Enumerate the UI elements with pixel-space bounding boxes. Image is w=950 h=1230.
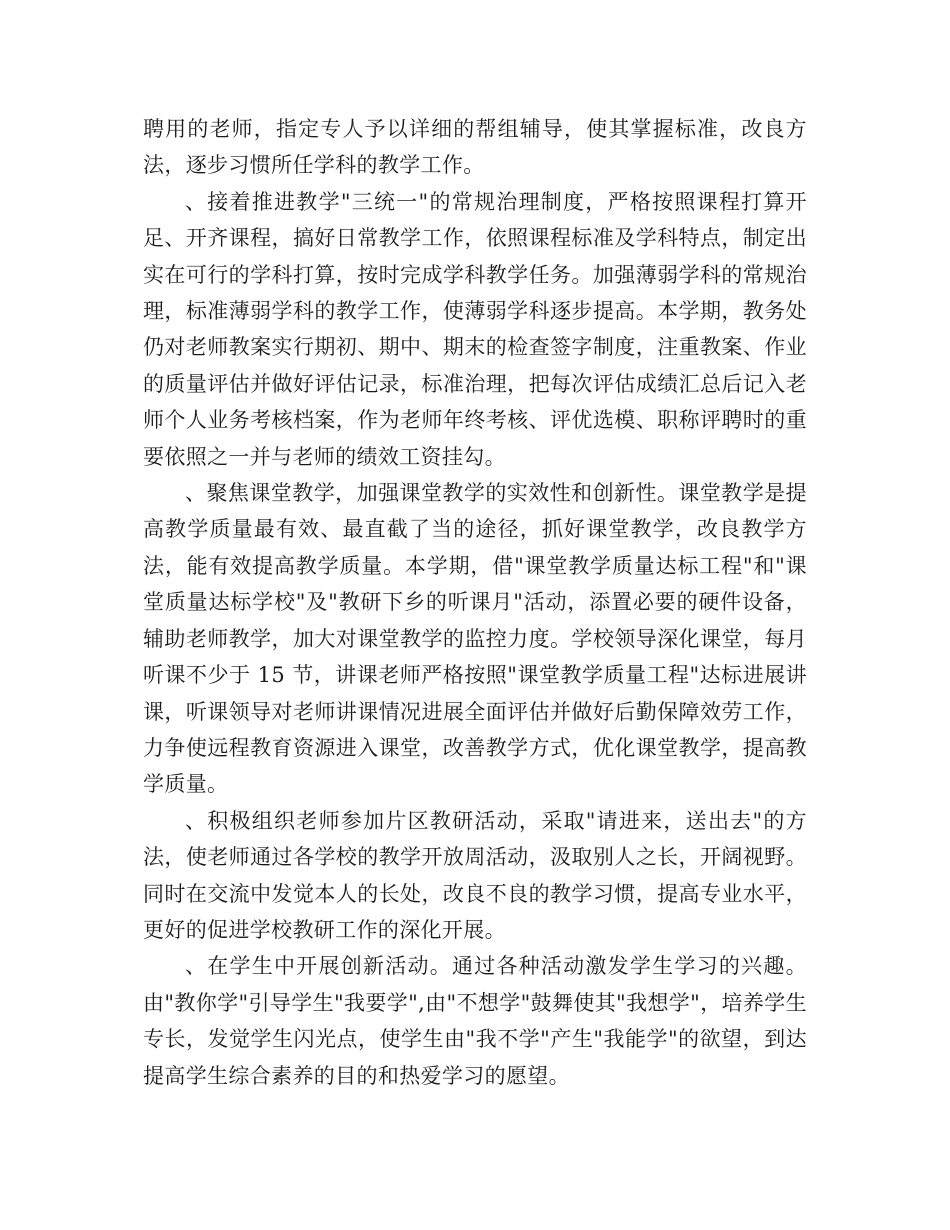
paragraph-1: 聘用的老师，指定专人予以详细的帮组辅导，使其掌握标准，改良方法，逐步习惯所任学科的教学工作。 [143, 117, 807, 178]
paragraph-4: 、积极组织老师参加片区教研活动，采取"请进来，送出去"的方法，使老师通过各学校的教学开放周活动，汲取别人之长，开阔视野。同时在交流中发觉本人的长处，改良不良的教学习惯，提高专业水平，更好的促进学校教研工作的深化开展。 [143, 808, 807, 942]
paragraph-5: 、在学生中开展创新活动。通过各种活动激发学生学习的兴趣。由"教你学"引导学生"我要学",由"不想学"鼓舞使其"我想学"，培养学生专长，发觉学生闪光点，使学生由"我不学"产生"我能学"的欲望，到达提高学生综合素养的目的和热爱学习的愿望。 [143, 954, 807, 1088]
document-body [143, 111, 807, 1094]
paragraph-2: 、接着推进教学"三统一"的常规治理制度，严格按照课程打算开足、开齐课程，搞好日常教学工作，依照课程标准及学科特点，制定出实在可行的学科打算，按时完成学科教学任务。加强薄弱学科的常规治理，标准薄弱学科的教学工作，使薄弱学科逐步提高。本学期，教务处仍对老师教案实行期初、期中、期末的检查签字制度，注重教案、作业的质量评估并做好评估记录，标准治理，把每次评估成绩汇总后记入老师个人业务考核档案，作为老师年终考核、评优选模、职称评聘时的重要依照之一并与老师的绩效工资挂勾。 [143, 189, 807, 469]
paragraph-3: 、聚焦课堂教学，加强课堂教学的实效性和创新性。课堂教学是提高教学质量最有效、最直截了当的途径，抓好课堂教学，改良教学方法，能有效提高教学质量。本学期，借"课堂教学质量达标工程"和"课堂质量达标学校"及"教研下乡的听课月"活动，添置必要的硬件设备，辅助老师教学，加大对课堂教学的监控力度。学校领导深化课堂，每月听课不少于 15 节，讲课老师严格按照"课堂教学质量工程"达标进展讲课，听课领导对老师讲课情况进展全面评估并做好后勤保障效劳工作，力争使远程教育资源进入课堂，改善教学方式，优化课堂教学，提高教学质量。 [143, 481, 807, 797]
